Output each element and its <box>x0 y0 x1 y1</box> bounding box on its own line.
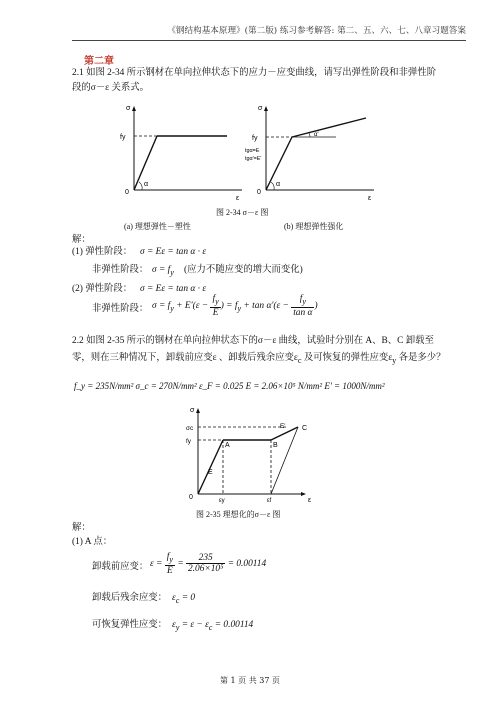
fig-2-34a-subcaption: (a) 理想弹性－塑性 <box>124 222 191 231</box>
figure-2-35 <box>176 404 326 508</box>
header-rule <box>72 40 466 41</box>
fig-b-x-axis: ε <box>368 195 372 200</box>
chapter-title: 第二章 <box>84 56 114 67</box>
fig-b-tg2: tgα'=E' <box>245 156 262 162</box>
sol1-p1-note: (应力不随应变的增大而变化) <box>184 265 303 275</box>
fig-a-origin: 0 <box>125 189 129 196</box>
sol1-p1-non-eq: $\sigma = f_y$ <box>152 265 174 277</box>
fig-2-35-caption: 图 2-35 理想化的σ－ε 图 <box>196 510 281 519</box>
question-2-1-line2: 段的σ－ε 关系式。 <box>72 83 149 93</box>
fig235-point-b: B <box>273 442 278 449</box>
fig-a-fy: fy <box>120 134 126 141</box>
sol2-p1-label: (1) A 点： <box>72 537 113 547</box>
solution-2-label: 解： <box>72 523 91 533</box>
fig-b-fy: fy <box>252 135 258 142</box>
fig235-e-label: E <box>208 469 213 476</box>
fig-a-x-axis: ε <box>236 195 240 200</box>
sol2-before-eq: ε = $\frac{f_y}{E}$ = $\frac{235}{\text{2.06×10⁵}}$ = 0.00114 <box>150 552 267 576</box>
fig235-x-axis: ε <box>308 497 312 504</box>
fig-b-alpha2: α' <box>314 132 319 138</box>
fig235-origin: 0 <box>189 494 193 501</box>
question-2-2-params: f_y = 235N/mm² σ_c = 270N/mm² ε_F = 0.025 E = 2.06×10⁵ N/mm² E' = 1000N/mm² <box>74 381 385 391</box>
sol1-p2-label: (2) 弹性阶段： <box>72 284 133 294</box>
sol1-p1-eq: σ = Eε = tan α · ε <box>140 247 207 257</box>
fig-2-34b-subcaption: (b) 理想弹性强化 <box>284 222 344 231</box>
question-2-2-line2: 零，则在三种情况下，卸载前应变ε 、卸载后残余应变$\varepsilon_c$ 及可恢复的弹性应变$\varepsilon_y$ 各是多少？ <box>72 353 446 365</box>
fig235-y-axis: σ <box>190 407 195 414</box>
fig-a-y-axis: σ <box>126 105 131 112</box>
fig-b-alpha: α <box>276 181 281 188</box>
fig-a-alpha: α <box>144 181 149 188</box>
figure-2-34a <box>112 100 252 204</box>
fig-b-tg1: tgα=E <box>245 148 260 154</box>
fig-b-y-axis: σ <box>258 105 263 112</box>
page-footer: 第 1 页 共 37 页 <box>220 676 280 685</box>
figure-2-34b <box>244 100 384 204</box>
sol1-p2-non-label: 非弹性阶段： <box>92 304 149 314</box>
fig-b-origin: 0 <box>257 189 261 196</box>
fig235-eprime-label: E' <box>280 423 286 430</box>
question-2-2-line1: 2.2 如图 2-35 所示的钢材在单向拉伸状态下的σ－ε 曲线，试验时分别在 A、B、C 卸载至 <box>72 336 434 346</box>
sol1-p1-non-label: 非弹性阶段： <box>92 265 149 275</box>
question-2-1-line1: 2.1 如图 2-34 所示钢材在单向拉伸状态下的应力－应变曲线，请写出弹性阶段和非弹性阶 <box>72 68 437 78</box>
sol2-before-label: 卸载前应变： <box>92 562 149 572</box>
sol2-after-eq: $\varepsilon_c = 0$ <box>172 593 196 605</box>
fig235-point-c: C <box>302 425 308 432</box>
sol1-p2-non-eq: $\sigma = f_y + E'(\varepsilon$ − $\frac{f_y}{E}$ ) = $f_y + \tan \alpha'(\varepsilon$ − $\frac{f_y}{\text{tan α}}$ ) <box>152 294 318 318</box>
sol1-p2-eq: σ = Eε = tan α · ε <box>140 284 207 294</box>
fig235-eps-f: εf <box>267 498 272 504</box>
sol1-p1-label: (1) 弹性阶段： <box>72 247 133 257</box>
fig-2-34-caption: 图 2-34 σ－ε 图 <box>216 208 269 217</box>
page-header: 《钢结构基本原理》(第二版) 练习参考解答: 第二、五、六、七、八章习题答案 <box>167 26 466 36</box>
sol2-rec-eq: $\varepsilon_y = \varepsilon - \varepsilon_c = 0.00114$ <box>172 620 254 632</box>
fig235-fy: fy <box>186 438 191 445</box>
sol2-rec-label: 可恢复弹性应变： <box>92 620 168 630</box>
sol2-after-label: 卸载后残余应变： <box>92 593 168 603</box>
fig235-point-a: A <box>225 442 230 449</box>
fig235-eps-y: εy <box>219 498 225 504</box>
solution-1-label: 解： <box>72 235 91 245</box>
fig235-sigma-c: σc <box>186 425 194 432</box>
